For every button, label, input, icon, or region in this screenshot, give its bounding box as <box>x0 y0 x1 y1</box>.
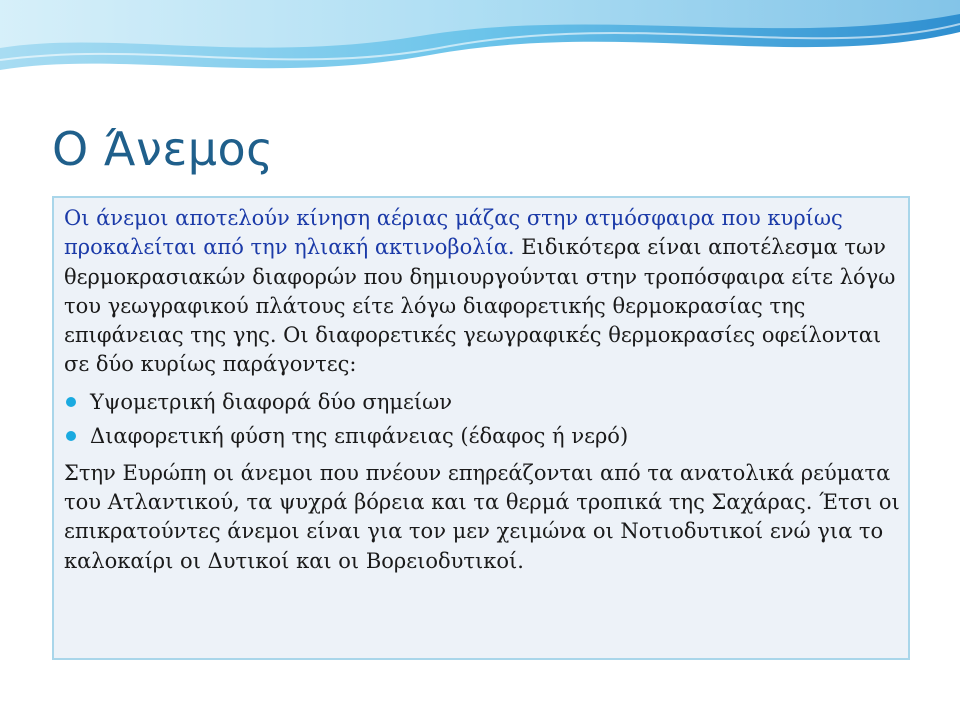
header-wave-banner <box>0 0 960 90</box>
content-box <box>52 196 910 660</box>
content-text <box>64 204 904 576</box>
bullet-dot-icon <box>66 431 76 441</box>
list-item <box>64 422 904 451</box>
intro-paragraph <box>64 204 904 380</box>
outro-paragraph: Στην Ευρώπη οι άνεμοι που πνέουν επηρεάζονται από τα ανατολικά ρεύματα του Ατλαντικού, τα ψυχρά βόρεια και τα θερμά τροπικά της Σαχάρας. Έτσι οι επικρατούντες άνεμοι είναι για τον μεν χειμώνα οι Νοτιοδυτικοί ενώ για το καλοκαίρι οι Δυτικοί και οι Βορειοδυτικοί. <box>64 460 900 573</box>
slide-title: Ο Άνεμος <box>52 122 274 176</box>
bullet-dot-icon <box>66 397 76 407</box>
list-item-label: Διαφορετική φύση της επιφάνειας (έδαφος ή νερό) <box>90 423 629 448</box>
list-item-label: Υψομετρική διαφορά δύο σημείων <box>90 389 452 414</box>
factor-list <box>64 388 904 451</box>
intro-rest-text: Ειδικότερα είναι αποτέλεσμα των θερμοκρασιακών διαφορών που δημιουργούνται στην τροπόσφαιρα είτε λόγω του γεωγραφικού πλάτους είτε λόγω διαφορετικής θερμοκρασίας της επιφάνειας της γης. Οι διαφορετικές γεωγραφικές θερμοκρασίες οφείλονται σε δύο κυρίως παράγοντες: <box>64 235 896 377</box>
list-item <box>64 388 904 417</box>
intro-highlight-text: Οι άνεμοι αποτελούν κίνηση αέριας μάζας στην ατμόσφαιρα που κυρίως προκαλείται από την ηλιακή ακτινοβολία. <box>64 206 843 260</box>
